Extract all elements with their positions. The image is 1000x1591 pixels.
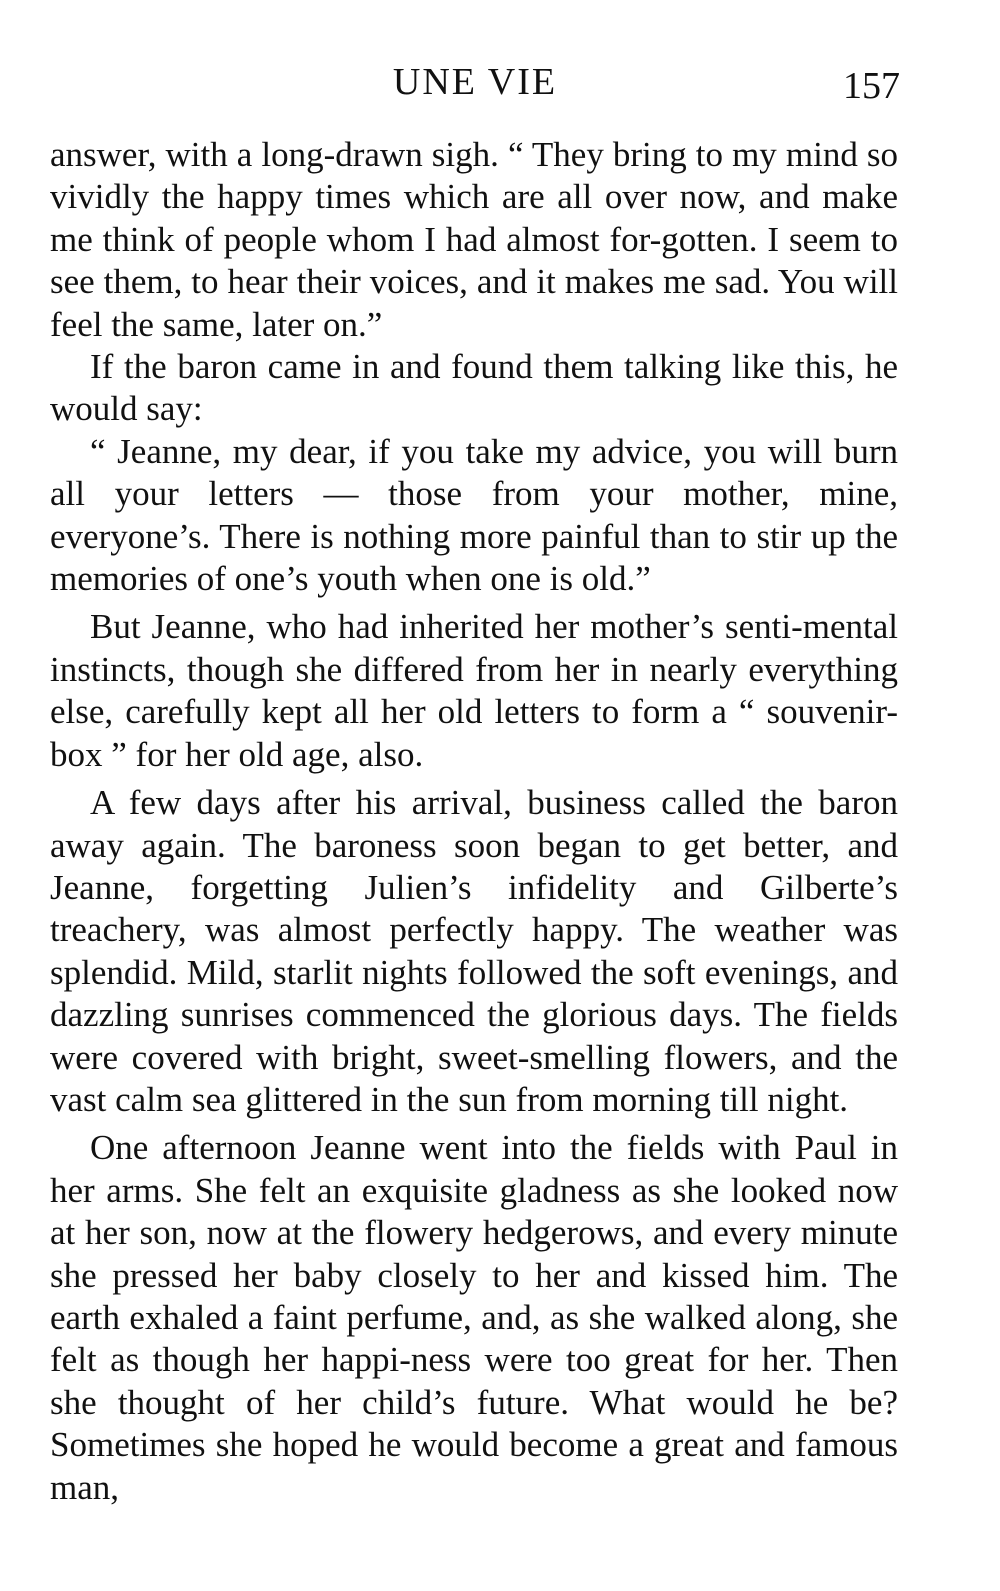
page-number: 157 bbox=[843, 65, 900, 107]
running-title: UNE VIE bbox=[392, 61, 558, 103]
paragraph: A few days after his arrival, business called the baron away again. The baroness soon began to get better, and Jeanne, forgetting Julien’s infidelity and Gilberte’s treachery, was almost perfectly happy. The weather was splendid. Mild, starlit nights followed the soft evenings, and dazzling sunrises commenced the glorious days. The fields were covered with bright, sweet-smelling flowers, and the vast calm sea glittered in the sun from morning till night. bbox=[50, 783, 898, 1119]
paragraph: “ Jeanne, my dear, if you take my advice, you will burn all your letters — those from your mother, mine, everyone’s. There is nothing more painful than to stir up the memories of one’s youth when one is old.” bbox=[50, 431, 898, 599]
paragraph: One afternoon Jeanne went into the fields with Paul in her arms. She felt an exquisite gladness as she looked now at her son, now at the flowery hedgerows, and every minute she pressed her baby closely to her and kissed him. The earth exhaled a faint perfume, and, as she walked along, she felt as though her happi-ness were too great for her. Then she thought of her child’s future. What would he be? Sometimes she hoped he would become a great and famous man, bbox=[50, 1128, 898, 1507]
page-header bbox=[50, 58, 900, 108]
body-text bbox=[50, 134, 898, 1509]
paragraph: But Jeanne, who had inherited her mother’s senti-mental instincts, though she differed from her in nearly everything else, carefully kept all her old letters to form a “ souvenir-box ” for her old age, also. bbox=[50, 607, 898, 774]
paragraph: If the baron came in and found them talking like this, he would say: bbox=[50, 347, 898, 429]
paragraph: answer, with a long-drawn sigh. “ They bring to my mind so vividly the happy times which are all over now, and make me think of people whom I had almost for-gotten. I seem to see them, to hear their voices, and it makes me sad. You will feel the same, later on.” bbox=[50, 135, 898, 344]
